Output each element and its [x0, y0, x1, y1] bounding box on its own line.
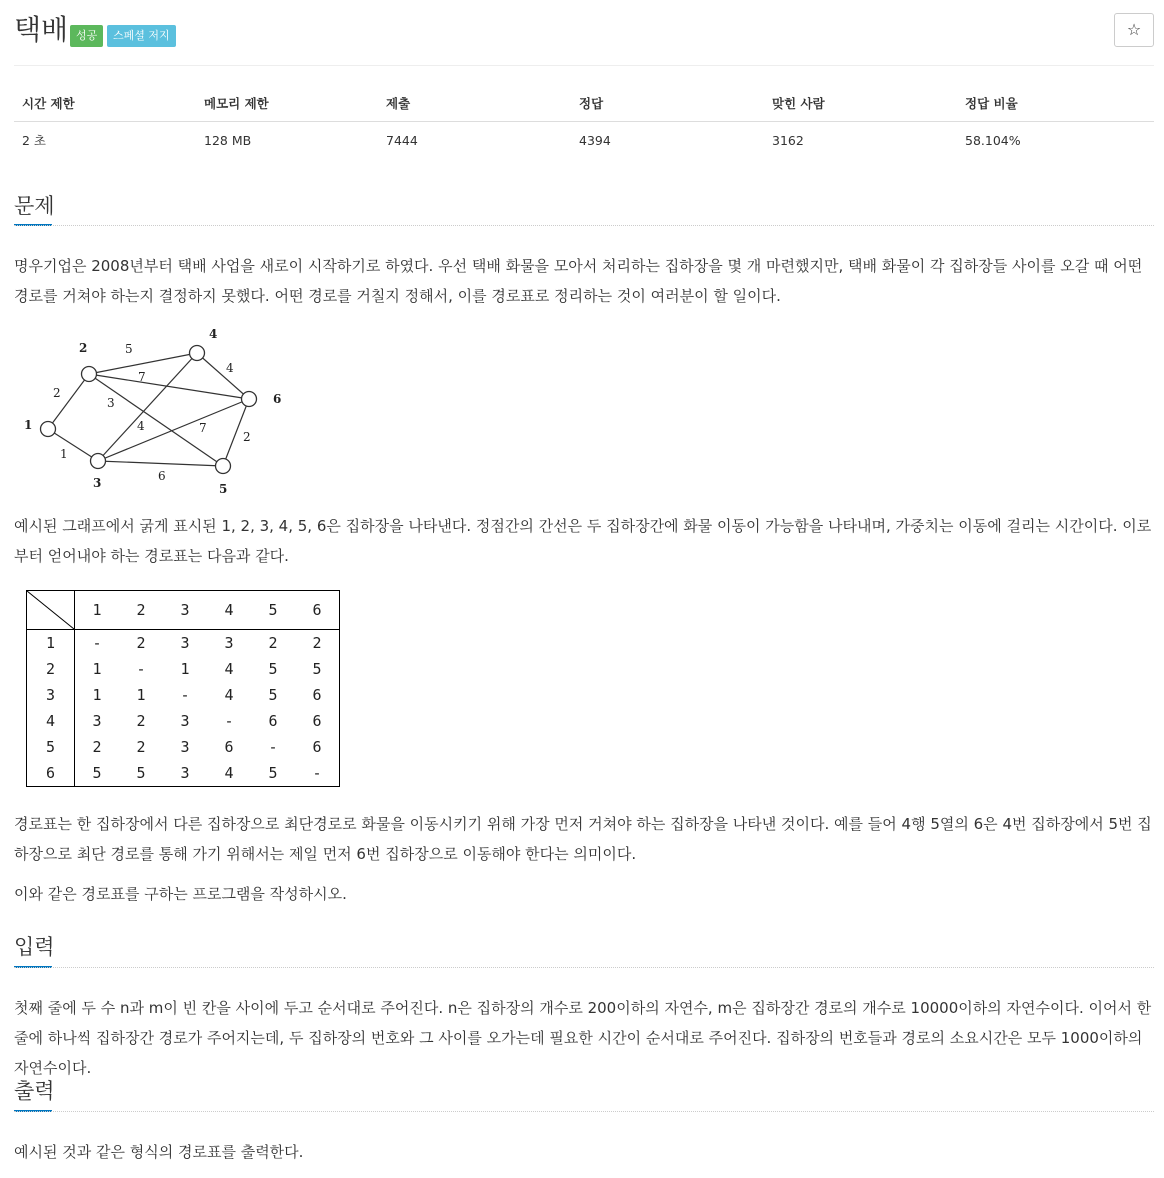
route-cell: 1	[92, 686, 102, 704]
route-row	[27, 708, 340, 734]
problem-info-table	[14, 85, 1154, 158]
graph-edge-weight: 1	[60, 447, 68, 461]
info-value: 128 MB	[204, 132, 252, 148]
route-cell: 4	[224, 660, 234, 678]
graph-figure	[14, 322, 304, 497]
info-value: 58.104%	[965, 132, 1021, 148]
route-cell: -	[136, 660, 146, 678]
graph-edge-weight: 4	[226, 361, 234, 375]
graph-node-label: 1	[24, 418, 33, 432]
info-value-row	[14, 122, 1154, 159]
graph-node	[82, 367, 97, 382]
route-cell: 2	[92, 738, 102, 756]
graph-node	[41, 422, 56, 437]
graph-edge	[48, 429, 98, 461]
route-cell: 5	[268, 764, 278, 782]
route-cell: 5	[136, 764, 146, 782]
info-value[interactable]: 3162	[772, 132, 804, 148]
route-table	[26, 590, 340, 787]
route-cell: 2	[268, 634, 278, 652]
star-icon: ☆	[1126, 20, 1142, 39]
graph-edge	[98, 399, 249, 461]
route-cell: 5	[312, 660, 322, 678]
graph-edge	[48, 374, 89, 429]
route-cell: -	[268, 738, 278, 756]
page-title: 택배	[14, 13, 69, 46]
route-cell: 6	[312, 686, 322, 704]
graph-node	[216, 459, 231, 474]
route-row-header: 4	[27, 708, 75, 734]
graph-node-label: 2	[79, 341, 88, 355]
input-description: 첫째 줄에 두 수 n과 m이 빈 칸을 사이에 두고 순서대로 주어진다. n은 집하장의 개수로 200이하의 자연수, m은 집하장간 경로의 개수로 10000이하의 자연수이다. 이어서 한 줄에 하나씩 집하장간 경로가 주어지는데, 두 집하장의 번호와 그 사이를 오가는데 필요한 시간이 순서대로 주어진다. 집하장의 번호들과 경로의 소요시간은 모두 1000이하의 자연수이다.	[14, 999, 1152, 1077]
problem-graph-explanation: 예시된 그래프에서 굵게 표시된 1, 2, 3, 4, 5, 6은 집하장을 나타낸다. 정점간의 간선은 두 집하장간에 화물 이동이 가능함을 나타내며, 가중치는 이동에 걸리는 시간이다. 이로부터 얻어내야 하는 경로표는 다음과 같다.	[14, 517, 1152, 565]
problem-description: 명우기업은 2008년부터 택배 사업을 새로이 시작하기로 하였다. 우선 택배 화물을 모아서 처리하는 집하장을 몇 개 마련했지만, 택배 화물이 각 집하장들 사이를 오갈 때 어떤 경로를 거쳐야 하는지 결정하지 못했다. 어떤 경로를 거칠지 정해서, 이를 경로표로 정리하는 것이 여러분이 할 일이다.	[14, 257, 1143, 305]
route-cell: 3	[180, 738, 190, 756]
divider	[14, 65, 1154, 66]
route-cell: 2	[136, 738, 146, 756]
section-title-input: 입력	[14, 935, 55, 959]
route-cell: 5	[268, 660, 278, 678]
route-row-header: 1	[27, 630, 75, 657]
graph-node-label: 6	[273, 392, 282, 406]
info-header: 시간 제한	[14, 85, 196, 122]
graph-edge	[98, 461, 223, 466]
section-divider	[14, 1111, 1154, 1112]
route-row-header: 2	[27, 656, 75, 682]
info-header: 맞힌 사람	[764, 85, 957, 122]
info-header: 정답	[571, 85, 764, 122]
route-cell: -	[312, 764, 322, 782]
graph-node	[190, 346, 205, 361]
route-cell: 5	[92, 764, 102, 782]
route-col-header: 2	[119, 591, 163, 630]
info-value[interactable]: 4394	[579, 132, 611, 148]
route-row-header: 3	[27, 682, 75, 708]
info-header: 메모리 제한	[196, 85, 378, 122]
route-cell: 2	[312, 634, 322, 652]
favorite-button[interactable]	[1114, 13, 1154, 47]
section-title-problem: 문제	[14, 194, 55, 218]
graph-edge-weight: 5	[125, 342, 133, 356]
route-cell: 6	[312, 738, 322, 756]
graph-edge-weight: 6	[158, 469, 166, 483]
route-col-header: 1	[75, 591, 120, 630]
route-row	[27, 734, 340, 760]
route-cell: 2	[136, 712, 146, 730]
route-col-header: 4	[207, 591, 251, 630]
graph-node	[91, 454, 106, 469]
route-cell: -	[180, 686, 190, 704]
graph-node-label: 4	[209, 327, 218, 341]
graph-edge-weight: 3	[107, 396, 115, 410]
info-value[interactable]: 7444	[386, 132, 418, 148]
graph-edge-weight: 7	[199, 421, 207, 435]
route-row-header: 6	[27, 760, 75, 787]
diagonal-icon	[27, 591, 74, 629]
route-table-header	[27, 591, 340, 630]
problem-route-explanation: 경로표는 한 집하장에서 다른 집하장으로 최단경로로 화물을 이동시키기 위해 가장 먼저 거쳐야 하는 집하장을 나타낸 것이다. 예를 들어 4행 5열의 6은 4번 집하장에서 5번 집하장으로 최단 경로를 통해 가기 위해서는 제일 먼저 6번 집하장으로 이동해야 한다는 의미이다.	[14, 815, 1152, 863]
section-divider	[14, 967, 1154, 968]
route-table-corner	[27, 591, 75, 630]
route-cell: 3	[180, 712, 190, 730]
route-cell: 1	[136, 686, 146, 704]
problem-task: 이와 같은 경로표를 구하는 프로그램을 작성하시오.	[14, 885, 347, 903]
route-cell: 1	[92, 660, 102, 678]
graph-edge-weight: 4	[137, 419, 145, 433]
route-cell: -	[224, 712, 234, 730]
route-row	[27, 656, 340, 682]
status-badge-success[interactable]: 성공	[70, 25, 103, 47]
route-cell: 1	[180, 660, 190, 678]
graph-edge-weight: 2	[243, 430, 251, 444]
info-value: 2 초	[22, 133, 47, 148]
section-title-output: 출력	[14, 1079, 55, 1103]
route-row	[27, 630, 340, 657]
graph-edge-weight: 2	[53, 386, 61, 400]
route-col-header: 5	[251, 591, 295, 630]
route-row	[27, 760, 340, 787]
info-header: 정답 비율	[957, 85, 1154, 122]
route-col-header: 6	[295, 591, 340, 630]
route-cell: 2	[136, 634, 146, 652]
output-description: 예시된 것과 같은 형식의 경로표를 출력한다.	[14, 1143, 304, 1161]
route-cell: 4	[224, 686, 234, 704]
route-cell: 6	[224, 738, 234, 756]
route-cell: 4	[224, 764, 234, 782]
status-badge-special-judge[interactable]: 스페셜 저지	[107, 25, 176, 47]
route-cell: 3	[180, 764, 190, 782]
section-divider	[14, 225, 1154, 226]
route-cell: 6	[268, 712, 278, 730]
route-row-header: 5	[27, 734, 75, 760]
route-cell: 6	[312, 712, 322, 730]
route-cell: 5	[268, 686, 278, 704]
route-cell: 3	[224, 634, 234, 652]
graph-edge	[89, 374, 223, 466]
info-header-row	[14, 85, 1154, 122]
graph-node	[242, 392, 257, 407]
problem-header	[14, 10, 1154, 50]
graph-edge-weight: 7	[138, 370, 146, 384]
route-cell: 3	[180, 634, 190, 652]
route-col-header: 3	[163, 591, 207, 630]
route-row	[27, 682, 340, 708]
graph-node-label: 5	[219, 482, 228, 496]
route-cell: 3	[92, 712, 102, 730]
info-header: 제출	[378, 85, 571, 122]
graph-node-label: 3	[93, 476, 102, 490]
route-cell: -	[92, 634, 102, 652]
